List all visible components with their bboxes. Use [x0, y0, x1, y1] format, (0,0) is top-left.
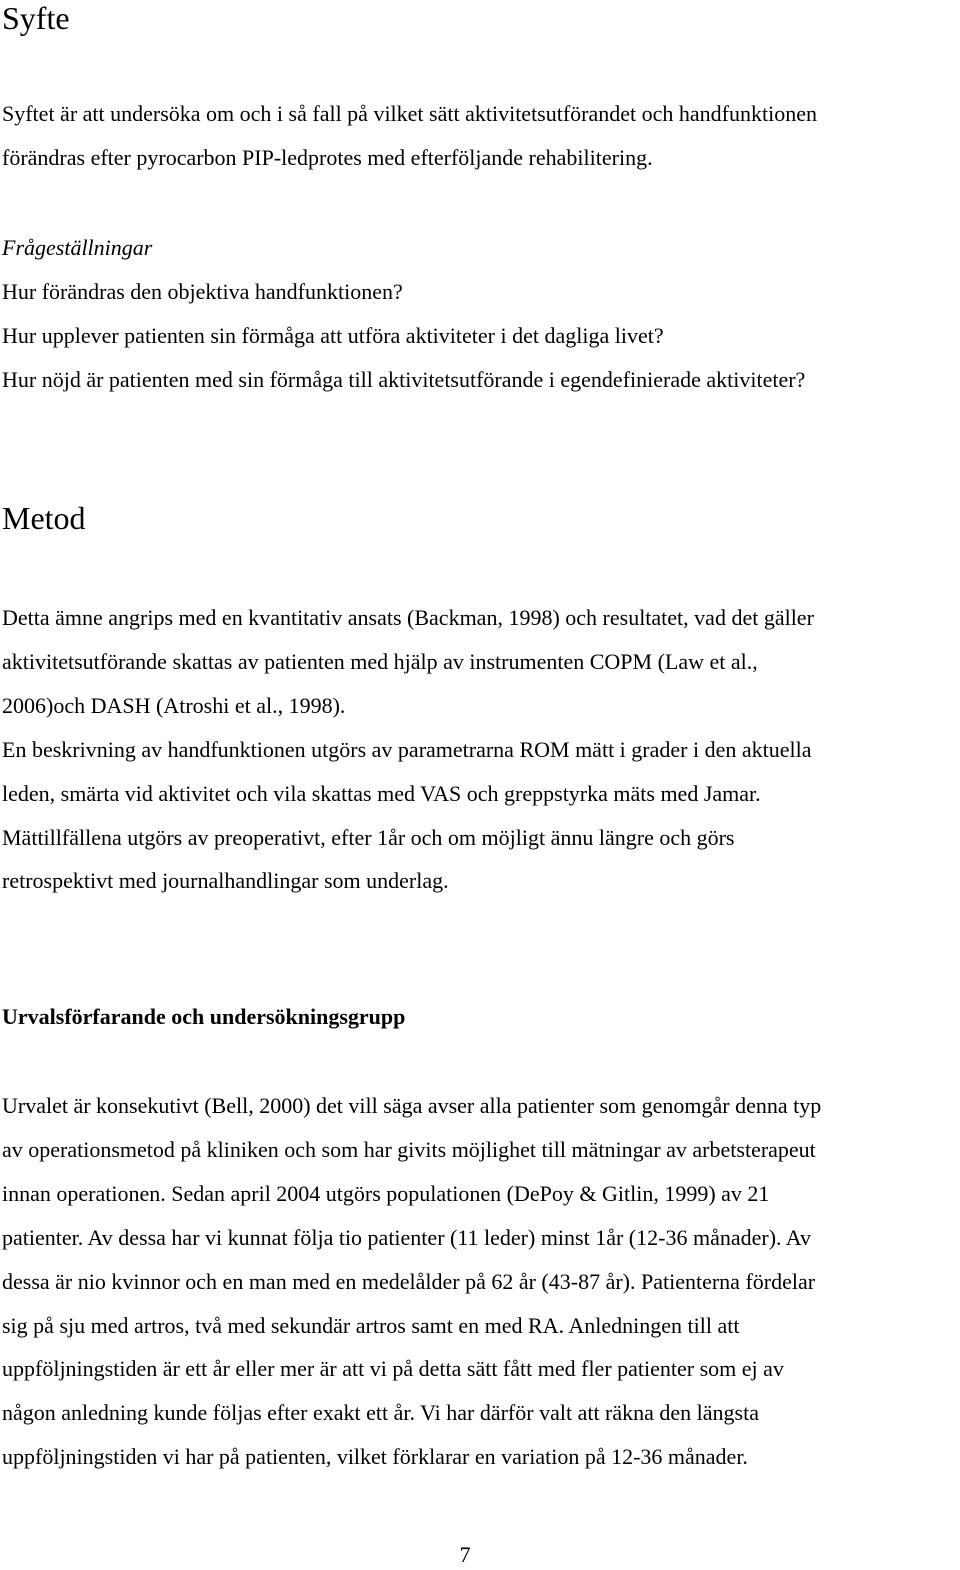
question-item: Hur nöjd är patienten med sin förmåga till aktivitetsutförande i egendefinierade aktiviteter?: [2, 367, 806, 392]
metod-paragraph: [2, 596, 957, 903]
heading-syfte: Syfte: [2, 0, 70, 36]
text-line: Mättillfällena utgörs av preoperativt, efter 1år och om möjligt ännu längre och görs: [2, 824, 735, 850]
text-line: uppföljningstiden är ett år eller mer är att vi på detta sätt fått med fler patienter som ej av: [2, 1356, 784, 1382]
question-item: Hur upplever patienten sin förmåga att utföra aktiviteter i det dagliga livet?: [2, 323, 664, 348]
urval-paragraph: [2, 1084, 957, 1479]
heading-metod: Metod: [2, 500, 86, 536]
heading-urval: Urvalsförfarande och undersökningsgrupp: [2, 1004, 406, 1029]
questions-heading: Frågeställningar: [2, 235, 153, 260]
text-line: Detta ämne angrips med en kvantitativ ansats (Backman, 1998) och resultatet, vad det gäller: [2, 605, 814, 630]
text-line: uppföljningstiden vi har på patienten, vilket förklarar en variation på 12-36 månader.: [2, 1444, 748, 1470]
text-line: patienter. Av dessa har vi kunnat följa tio patienter (11 leder) minst 1år (12-36 månader). Av: [2, 1224, 812, 1250]
text-line: Urvalet är konsekutivt (Bell, 2000) det vill säga avser alla patienter som genomgår denna typ: [2, 1093, 822, 1118]
syfte-paragraph: [2, 92, 957, 180]
questions-block: [2, 226, 957, 402]
question-item: Hur förändras den objektiva handfunktionen?: [2, 279, 403, 304]
text-line: retrospektivt med journalhandlingar som underlag.: [2, 868, 449, 894]
text-line: Syftet är att undersöka om och i så fall på vilket sätt aktivitetsutförandet och handfunktionen: [2, 101, 817, 126]
page-number: 7: [459, 1542, 471, 1567]
text-line: någon anledning kunde följas efter exakt ett år. Vi har därför valt att räkna den längsta: [2, 1400, 759, 1426]
text-line: dessa är nio kvinnor och en man med en medelålder på 62 år (43-87 år). Patienterna fördelar: [2, 1268, 816, 1294]
text-line: leden, smärta vid aktivitet och vila skattas med VAS och greppstyrka mäts med Jamar.: [2, 780, 761, 806]
text-line: av operationsmetod på kliniken och som har givits möjlighet till mätningar av arbetsterapeut: [2, 1136, 816, 1162]
text-line: förändras efter pyrocarbon PIP-ledprotes med efterföljande rehabilitering.: [2, 145, 653, 170]
text-line: aktivitetsutförande skattas av patienten med hjälp av instrumenten COPM (Law et al.,: [2, 648, 758, 674]
text-line: innan operationen. Sedan april 2004 utgörs populationen (DePoy & Gitlin, 1999) av 21: [2, 1180, 770, 1206]
text-line: En beskrivning av handfunktionen utgörs av parametrarna ROM mätt i grader i den aktuella: [2, 736, 812, 762]
text-line: 2006)och DASH (Atroshi et al., 1998).: [2, 692, 346, 718]
text-line: sig på sju med artros, två med sekundär artros samt en med RA. Anledningen till att: [2, 1312, 740, 1338]
